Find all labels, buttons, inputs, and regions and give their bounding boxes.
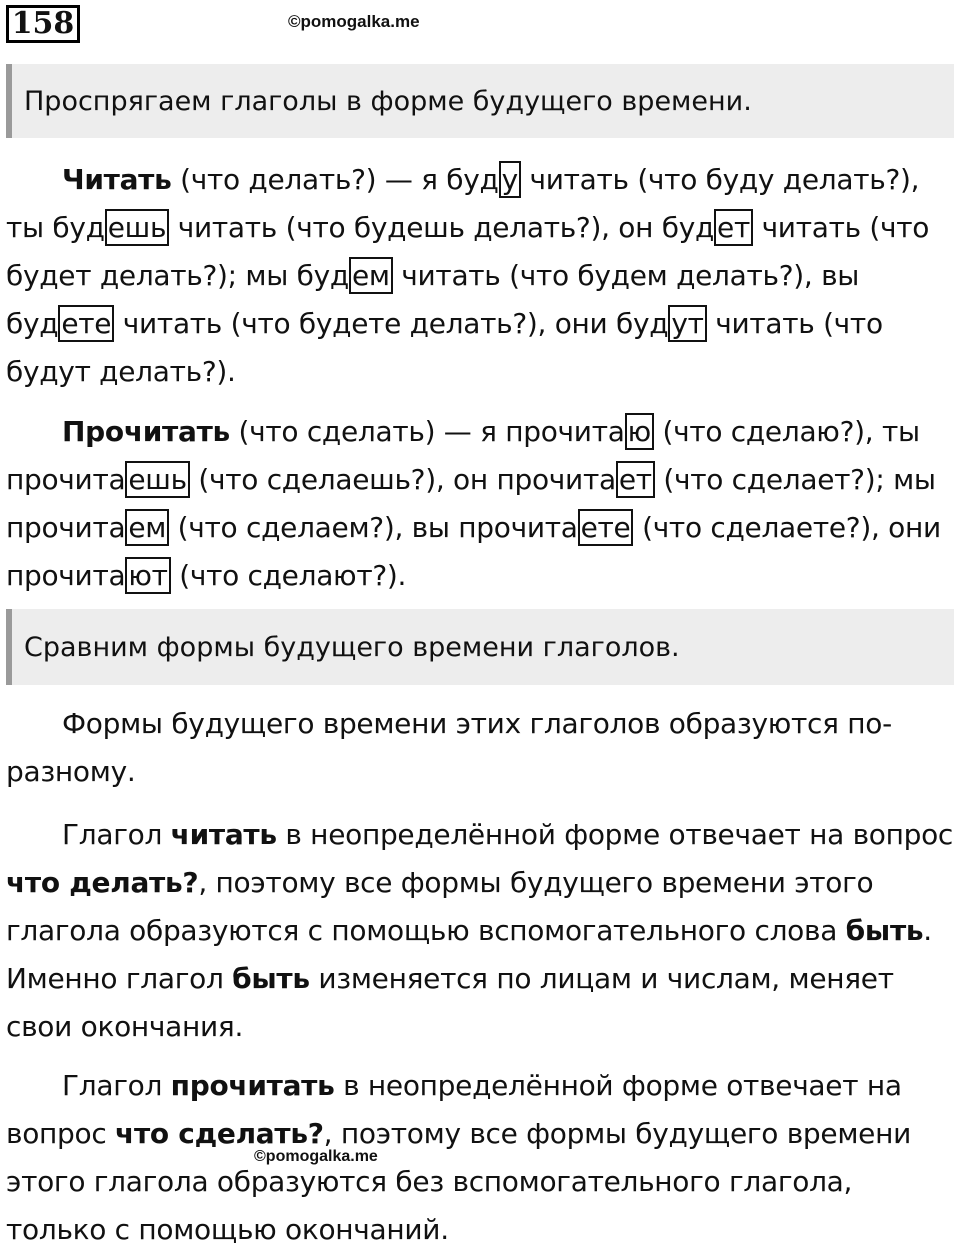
watermark-top: ©pomogalka.me — [288, 12, 420, 31]
text-segment: , поэтому все формы будущего времени этого глагола образуются с помощью вспомогательного слова — [6, 866, 874, 947]
section2-heading — [6, 609, 954, 685]
verb-chitat: Читать — [62, 163, 172, 196]
text-segment: (что сделаем?), вы прочита — [169, 511, 578, 544]
ending-box: у — [499, 161, 521, 198]
bold-term: что делать? — [6, 866, 199, 899]
text-segment: читать (что буду делать?), ты буд — [6, 163, 920, 244]
section2-heading-text: Сравним формы будущего времени глаголов. — [24, 631, 680, 663]
explanation-chitat — [6, 811, 956, 1051]
text-segment: (что сделаете?), они прочита — [6, 511, 941, 592]
bold-term: быть — [232, 962, 310, 995]
conjugation-prochitat — [6, 408, 956, 600]
ending-box: ем — [349, 257, 393, 294]
ending-box: ем — [125, 509, 169, 546]
text-segment: . Именно глагол — [6, 914, 932, 995]
conjugation-chitat — [6, 156, 956, 396]
text-segment: в неопределённой форме отвечает на вопрос — [6, 1069, 902, 1150]
bold-term: читать — [170, 818, 277, 851]
section1-heading-text: Проспрягаем глаголы в форме будущего времени. — [24, 85, 752, 117]
ending-box: ют — [125, 557, 170, 594]
ending-box: ет — [714, 209, 753, 246]
ending-box: ешь — [105, 209, 169, 246]
text-segment: (что делать?) — я буд — [171, 163, 499, 196]
section1-heading — [6, 64, 954, 138]
text-segment: Глагол — [62, 1069, 171, 1102]
text-segment: читать (что будут делать?). — [6, 307, 883, 388]
verb-prochitat: Прочитать — [62, 415, 230, 448]
intro-paragraph: Формы будущего времени этих глаголов образуются по-разному. — [6, 707, 892, 788]
ending-box: ете — [58, 305, 114, 342]
watermark-bottom: ©pomogalka.me — [254, 1148, 378, 1165]
ending-box: ут — [668, 305, 706, 342]
bold-term: прочитать — [170, 1069, 335, 1102]
text-segment: (что сделаю?), ты прочита — [6, 415, 920, 496]
explanation-prochitat — [6, 1062, 956, 1254]
text-segment: читать (что будете делать?), они буд — [114, 307, 669, 340]
ending-box: ю — [625, 413, 654, 450]
text-segment: (что сделает?); мы прочита — [6, 463, 936, 544]
text-segment: изменяется по лицам и числам, меняет свои окончания. — [6, 962, 894, 1043]
ending-box: ешь — [125, 461, 189, 498]
text-segment: читать (что будешь делать?), он буд — [169, 211, 715, 244]
text-segment: Глагол — [62, 818, 171, 851]
text-segment: в неопределённой форме отвечает на вопрос — [276, 818, 954, 851]
text-segment: (что сделать) — я прочита — [229, 415, 625, 448]
ending-box: ет — [616, 461, 655, 498]
bold-term: быть — [845, 914, 924, 947]
text-segment: , поэтому все формы будущего времени этого глагола образуются без вспомогательного глагола, только с помощью окончаний. — [6, 1117, 911, 1246]
bold-term: что сделать? — [115, 1117, 324, 1150]
text-segment: (что сделают?). — [170, 559, 407, 592]
exercise-number: 158 — [6, 5, 80, 43]
ending-box: ете — [578, 509, 634, 546]
text-segment: читать (что будем делать?), вы буд — [6, 259, 860, 340]
text-segment: (что сделаешь?), он прочита — [189, 463, 616, 496]
text-segment: читать (что будет делать?); мы буд — [6, 211, 930, 292]
